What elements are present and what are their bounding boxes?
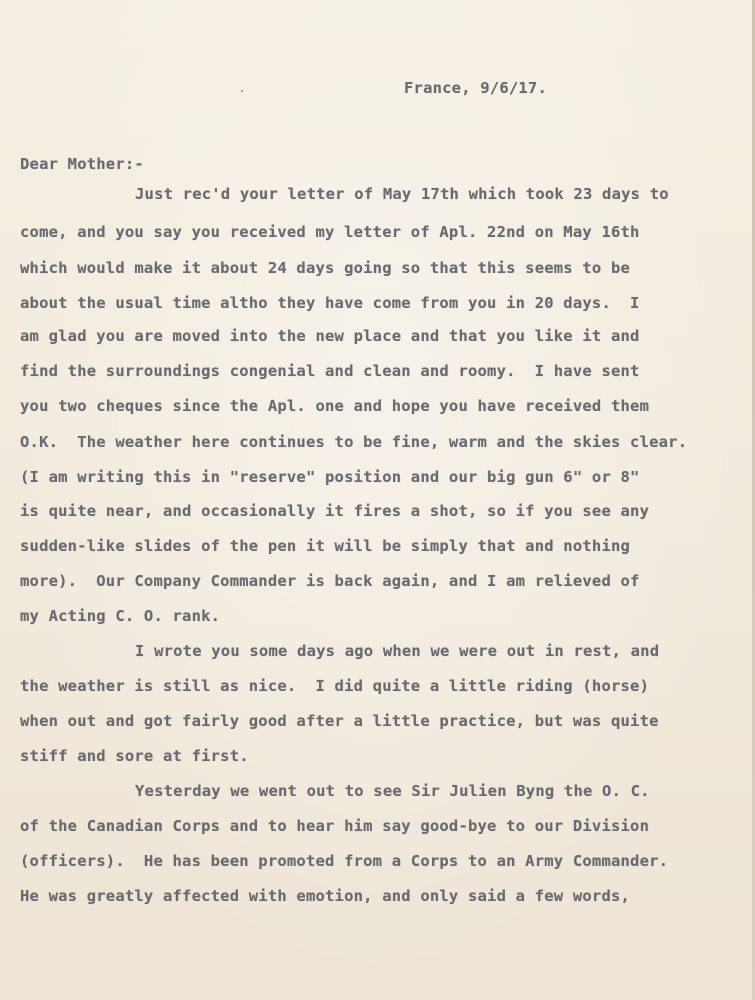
body-line: I wrote you some days ago when we were out in rest, and (135, 642, 660, 660)
letter-dateline: France, 9/6/17. (404, 79, 547, 97)
body-line: is quite near, and occasionally it fires a shot, so if you see any (20, 502, 650, 520)
body-line: find the surroundings congenial and clean and roomy. I have sent (20, 362, 640, 380)
body-line: more). Our Company Commander is back again, and I am relieved of (20, 572, 640, 590)
body-line: you two cheques since the Apl. one and hope you have received them (20, 397, 650, 415)
body-line: sudden-like slides of the pen it will be simply that and nothing (20, 537, 631, 555)
body-line: when out and got fairly good after a little practice, but was quite (20, 712, 659, 730)
body-line: (I am writing this in "reserve" position and our big gun 6" or 8" (20, 468, 640, 486)
body-line: Yesterday we went out to see Sir Julien Byng the O. C. (135, 782, 650, 800)
body-line: which would make it about 24 days going so that this seems to be (20, 259, 631, 277)
body-line: (officers). He has been promoted from a Corps to an Army Commander. (20, 852, 669, 870)
letter-salutation: Dear Mother:- (20, 155, 144, 173)
body-line: He was greatly affected with emotion, and only said a few words, (20, 887, 631, 905)
body-line: come, and you say you received my letter of Apl. 22nd on May 16th (20, 223, 640, 241)
body-line: am glad you are moved into the new place and that you like it and (20, 327, 640, 345)
body-line: O.K. The weather here continues to be fine, warm and the skies clear. (20, 433, 688, 451)
body-line: of the Canadian Corps and to hear him say good-bye to our Division (20, 817, 650, 835)
body-line: Just rec'd your letter of May 17th which took 23 days to (135, 185, 669, 203)
body-line: about the usual time altho they have come from you in 20 days. I (20, 294, 640, 312)
ink-speck (241, 90, 243, 92)
body-line: stiff and sore at first. (20, 747, 249, 765)
body-line: my Acting C. O. rank. (20, 607, 221, 625)
body-line: the weather is still as nice. I did quite a little riding (horse) (20, 677, 650, 695)
